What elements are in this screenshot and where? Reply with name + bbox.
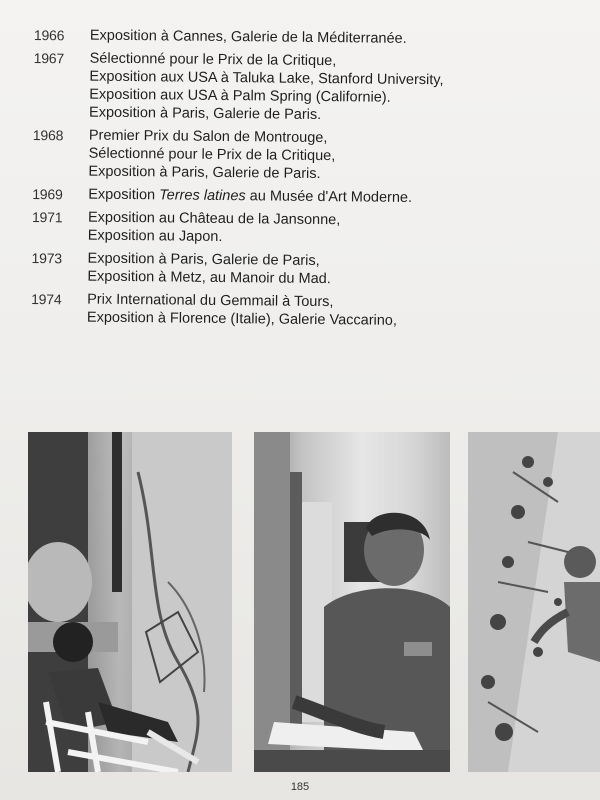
entry-line: Premier Prix du Salon de Montrouge,	[88, 127, 328, 147]
photo-strip	[28, 432, 600, 780]
entry-year: 1967	[33, 49, 65, 67]
entry-line: Sélectionné pour le Prix de la Critique,	[88, 145, 336, 165]
entry-year: 1973	[31, 249, 63, 267]
entry-line: Exposition à Paris, Galerie de Paris.	[88, 163, 321, 183]
entry-line: Exposition aux USA à Palm Spring (Californie).	[89, 86, 391, 106]
entry-year: 1971	[31, 208, 63, 226]
entry-line: Exposition à Metz, au Manoir du Mad.	[87, 268, 331, 288]
entry-line: Exposition aux USA à Taluka Lake, Stanford University,	[89, 68, 444, 89]
chronology-entry	[32, 126, 573, 186]
entry-line: Exposition au Japon.	[87, 227, 223, 245]
entry-line: Exposition au Château de la Jansonne,	[87, 209, 341, 229]
photo-child-in-studio-image	[28, 432, 232, 772]
entry-line: Sélectionné pour le Prix de la Critique,	[89, 50, 337, 70]
page-number: 185	[290, 781, 310, 793]
entry-line	[88, 186, 572, 209]
entry-year: 1969	[32, 185, 63, 203]
entry-line: Exposition à Paris, Galerie de Paris.	[89, 104, 322, 124]
entry-line: Exposition à Florence (Italie), Galerie Vaccarino,	[86, 309, 398, 329]
photo-artist-drawing-image	[254, 432, 450, 772]
photo-studio-workbench-image	[468, 432, 600, 772]
chronology-entry	[33, 49, 574, 127]
entry-year: 1968	[32, 126, 64, 144]
chronology-entry	[32, 208, 572, 250]
photo-artist-drawing	[254, 432, 450, 772]
chronology-entry	[31, 290, 571, 332]
entry-line: Prix International du Gemmail à Tours,	[87, 291, 334, 311]
entry-line: Exposition à Paris, Galerie de Paris,	[87, 250, 320, 270]
entry-year: 1974	[31, 290, 62, 308]
photo-child-in-studio	[28, 432, 232, 772]
entry-year: 1966	[33, 26, 65, 44]
chronology-entry	[34, 26, 574, 50]
exhibition-title: Terres latines	[159, 187, 246, 205]
chronology-list	[31, 26, 574, 337]
chronology-entry	[31, 249, 571, 291]
entry-line: Exposition à Cannes, Galerie de la Méditerranée.	[89, 27, 407, 47]
chronology-entry	[32, 185, 572, 209]
entry-line-text: au Musée d'Art Moderne.	[245, 188, 413, 206]
entry-line-text: Exposition	[88, 186, 160, 204]
photo-studio-workbench	[468, 432, 600, 772]
